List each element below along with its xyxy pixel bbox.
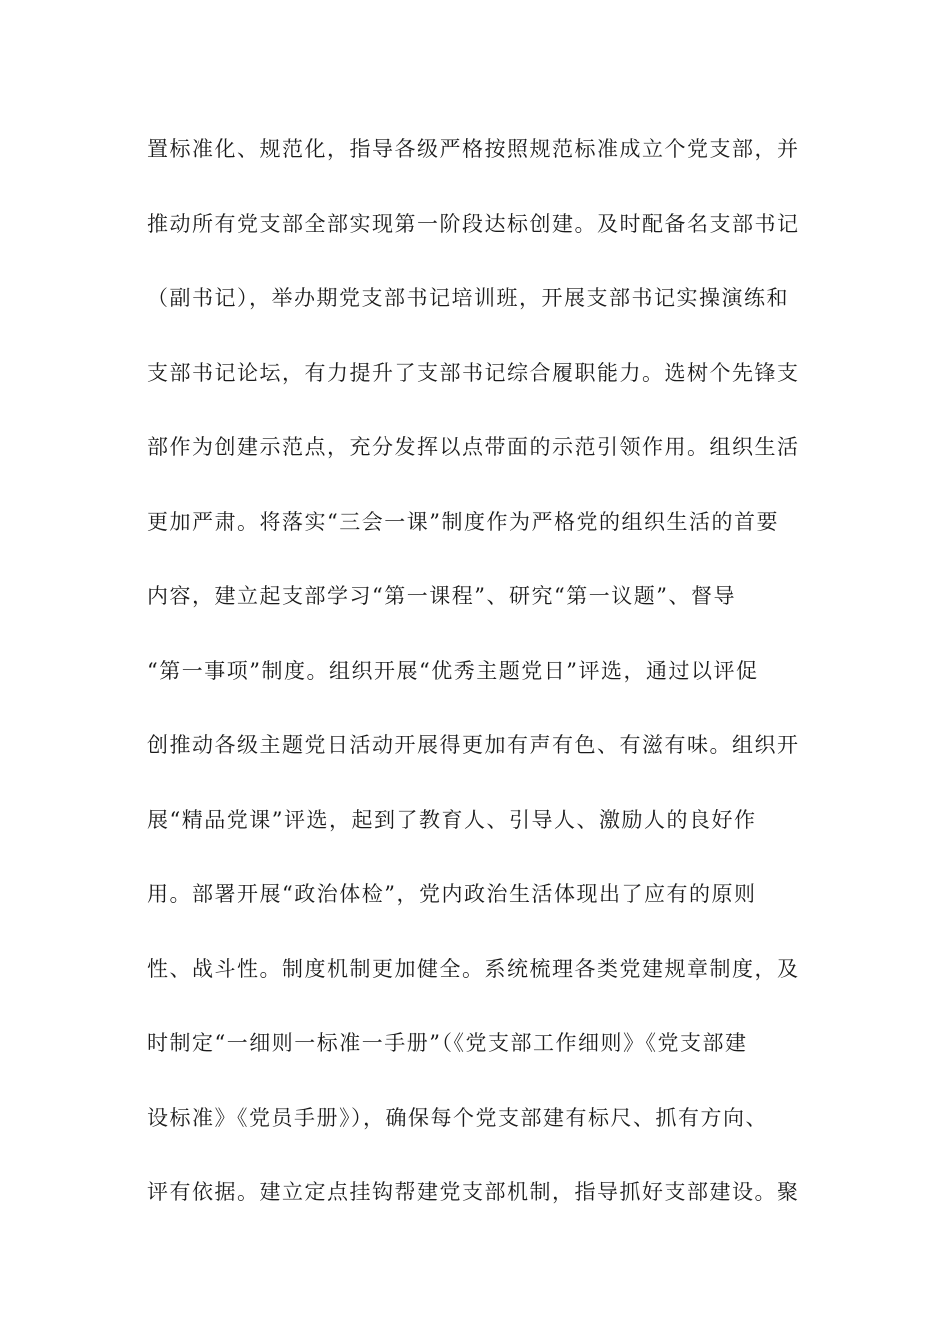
text-line: 设标准》《党员手册》），确保每个党支部建有标尺、抓有方向、 — [147, 1105, 768, 1130]
text-line: “第一事项”制度。组织开展“优秀主题党日”评选，通过以评促 — [147, 658, 759, 683]
text-line: 更加严肃。将落实“三会一课”制度作为严格党的组织生活的首要 — [147, 509, 779, 534]
text-line: 创推动各级主题党日活动开展得更加有声有色、有滋有味。组织开 — [147, 733, 800, 757]
text-line: 用。部署开展“政治体检”，党内政治生活体现出了应有的原则 — [147, 882, 757, 906]
text-line: 展“精品党课”评选，起到了教育人、引导人、激励人的良好作 — [147, 807, 757, 832]
text-line: 性、战斗性。制度机制更加健全。系统梳理各类党建规章制度，及 — [147, 956, 800, 981]
body-text — [147, 134, 807, 1252]
text-line: 时制定“一细则一标准一手册”（《党支部工作细则》《党支部建 — [147, 1031, 748, 1055]
text-line: （副书记），举办期党支部书记培训班，开展支部书记实操演练和 — [147, 286, 789, 310]
text-line: 支部书记论坛，有力提升了支部书记综合履职能力。选树个先锋支 — [147, 360, 800, 385]
text-line: 推动所有党支部全部实现第一阶段达标创建。及时配备名支部书记 — [147, 211, 800, 236]
text-line: 置标准化、规范化，指导各级严格按照规范标准成立个党支部，并 — [147, 137, 800, 161]
text-line: 部作为创建示范点，充分发挥以点带面的示范引领作用。组织生活 — [147, 435, 800, 459]
text-line: 评有依据。建立定点挂钩帮建党支部机制，指导抓好支部建设。聚 — [147, 1180, 800, 1204]
text-line: 内容，建立起支部学习“第一课程”、研究“第一议题”、督导 — [147, 584, 736, 608]
